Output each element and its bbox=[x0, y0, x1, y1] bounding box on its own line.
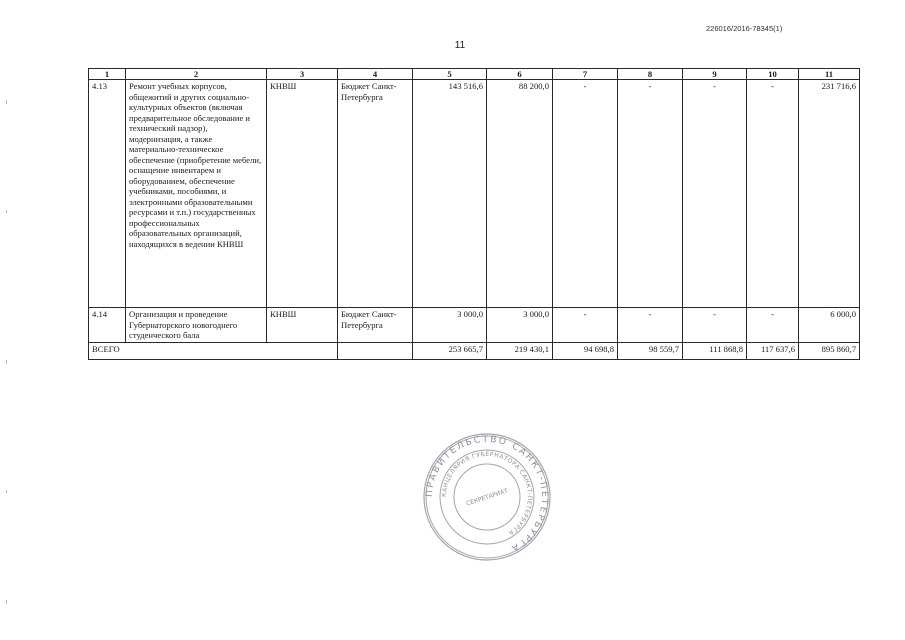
column-header: 1 bbox=[89, 69, 126, 80]
value-cell: - bbox=[747, 308, 799, 343]
row-number: 4.14 bbox=[89, 308, 126, 343]
total-value: 94 698,8 bbox=[553, 342, 618, 359]
row-total-cell: 231 716,6 bbox=[799, 80, 860, 308]
document-id: 226016/2016-78345(1) bbox=[706, 24, 783, 33]
column-header: 10 bbox=[747, 69, 799, 80]
row-number: 4.13 bbox=[89, 80, 126, 308]
funding-source: Бюджет Санкт-Петербурга bbox=[338, 308, 413, 343]
total-value: 117 637,6 bbox=[747, 342, 799, 359]
total-label: ВСЕГО bbox=[89, 342, 338, 359]
value-cell: - bbox=[618, 80, 683, 308]
value-cell: - bbox=[683, 80, 747, 308]
column-header: 3 bbox=[267, 69, 338, 80]
column-header: 8 bbox=[618, 69, 683, 80]
activity-name: Организация и проведение Губернаторского новогоднего студенческого бала bbox=[126, 308, 267, 343]
table-row bbox=[89, 80, 860, 308]
total-value: 253 665,7 bbox=[413, 342, 487, 359]
scan-margin-marks bbox=[4, 60, 10, 620]
seal-center-text: СЕКРЕТАРИАТ bbox=[465, 487, 509, 508]
seal-inner-text: КАНЦЕЛЯРИЯ ГУБЕРНАТОРА САНКТ-ПЕТЕРБУРГА bbox=[440, 450, 534, 537]
value-cell: 143 516,6 bbox=[413, 80, 487, 308]
value-cell: 3 000,0 bbox=[487, 308, 553, 343]
official-seal bbox=[422, 432, 552, 562]
total-value: 111 868,8 bbox=[683, 342, 747, 359]
column-header: 9 bbox=[683, 69, 747, 80]
grand-total: 895 860,7 bbox=[799, 342, 860, 359]
empty-cell bbox=[338, 342, 413, 359]
activity-name: Ремонт учебных корпусов, общежитий и других социально-культурных объектов (включая предварительное обследование и технический надзор), модернизация, а также материально-техническое обеспечение (приобретение мебели, оснащение инвентарем и оборудованием, обеспечение учебниками, пособиями, и электронными образовательными ресурсами и т.п.) государственных профессиональных образовательных организаций, находящихся в ведении КНВШ bbox=[126, 80, 267, 308]
row-total-cell: 6 000,0 bbox=[799, 308, 860, 343]
total-value: 219 430,1 bbox=[487, 342, 553, 359]
column-header: 6 bbox=[487, 69, 553, 80]
executor: КНВШ bbox=[267, 80, 338, 308]
value-cell: 88 200,0 bbox=[487, 80, 553, 308]
value-cell: - bbox=[553, 80, 618, 308]
table-row bbox=[89, 308, 860, 343]
value-cell: 3 000,0 bbox=[413, 308, 487, 343]
value-cell: - bbox=[553, 308, 618, 343]
seal-outer-text: ПРАВИТЕЛЬСТВО САНКТ-ПЕТЕРБУРГА bbox=[424, 434, 550, 554]
total-row bbox=[89, 342, 860, 359]
value-cell: - bbox=[747, 80, 799, 308]
page-number: 11 bbox=[454, 40, 466, 51]
column-header: 2 bbox=[126, 69, 267, 80]
column-header: 5 bbox=[413, 69, 487, 80]
budget-table bbox=[88, 68, 860, 360]
value-cell: - bbox=[683, 308, 747, 343]
column-number-row bbox=[89, 69, 860, 80]
executor: КНВШ bbox=[267, 308, 338, 343]
funding-source: Бюджет Санкт-Петербурга bbox=[338, 80, 413, 308]
column-header: 11 bbox=[799, 69, 860, 80]
column-header: 7 bbox=[553, 69, 618, 80]
value-cell: - bbox=[618, 308, 683, 343]
total-value: 98 559,7 bbox=[618, 342, 683, 359]
column-header: 4 bbox=[338, 69, 413, 80]
